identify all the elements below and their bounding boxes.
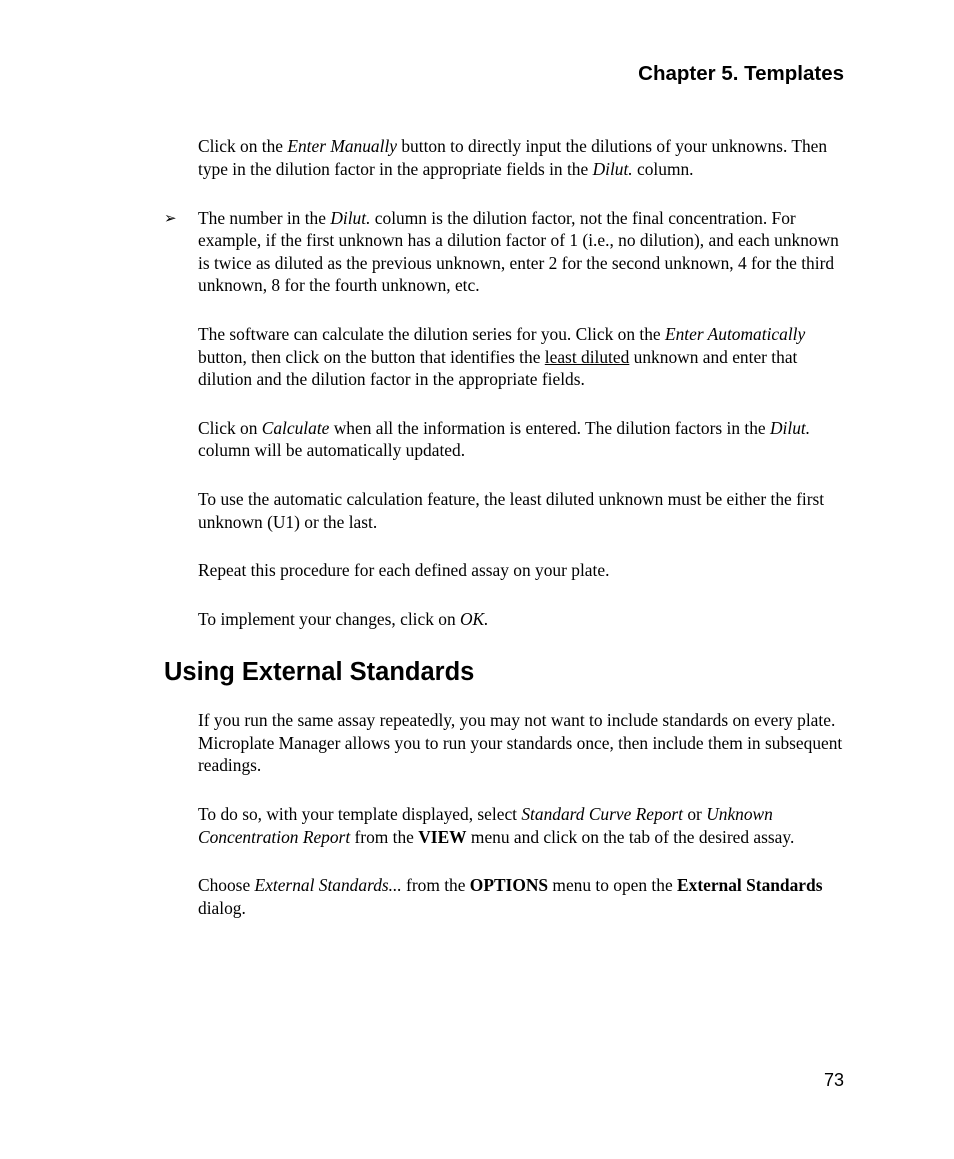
text-run: Click on <box>198 417 262 438</box>
text-run: The number in the <box>198 207 331 228</box>
paragraph-enter-manually <box>198 135 846 180</box>
text-run: from the <box>350 826 419 847</box>
paragraph-enter-automatically <box>198 323 846 391</box>
text-run: column will be automatically updated. <box>198 440 466 461</box>
italic-term-enter-manually: Enter Manually <box>287 136 397 157</box>
paragraph-calculate <box>198 417 846 462</box>
text-run: when all the information is entered. The dilution factors in the <box>329 417 770 438</box>
paragraph-choose-external-standards <box>198 874 846 919</box>
paragraph-select-report <box>198 803 846 848</box>
paragraph-repeat-procedure <box>198 559 846 582</box>
italic-term-dilut: Dilut. <box>592 158 633 179</box>
bold-term-options-menu: OPTIONS <box>469 875 549 896</box>
text-run: The software can calculate the dilution series for you. Click on the <box>198 323 665 344</box>
text-run: If you run the same assay repeatedly, you may not want to include standards on every plate. Microplate Manager allows you to run your standards once, then include them in subsequent readings. <box>198 710 843 776</box>
page-number: 73 <box>823 1070 844 1090</box>
text-run: button to directly input the dilutions of your unknowns. Then type in the dilution factor in the appropriate fields in the <box>198 136 828 179</box>
italic-term-external-standards: External Standards... <box>254 875 402 896</box>
bullet-paragraph-dilution-factor <box>164 207 846 297</box>
text-run: To implement your changes, click on <box>198 608 460 629</box>
text-run: button, then click on the button that identifies the <box>198 346 545 367</box>
text-run: dialog. <box>198 897 246 918</box>
text-run: Choose <box>198 875 255 896</box>
italic-term-ok: OK. <box>460 608 489 629</box>
text-run: menu to open the <box>548 875 678 896</box>
italic-term-dilut: Dilut. <box>330 207 371 228</box>
arrow-bullet-icon: ➢ <box>164 208 177 227</box>
italic-term-enter-automatically: Enter Automatically <box>664 323 806 344</box>
text-run: Click on the <box>198 136 288 157</box>
chapter-header: Chapter 5. Templates <box>638 62 844 85</box>
text-run: or <box>683 804 707 825</box>
italic-term-dilut: Dilut. <box>770 417 811 438</box>
section-heading: Using External Standards <box>164 658 475 687</box>
bold-term-external-standards-dialog: External Standards <box>677 875 823 896</box>
paragraph-run-same-assay <box>198 709 846 777</box>
text-run: unknown and enter that dilution and the dilution factor in the appropriate fields. <box>198 346 798 390</box>
paragraph-implement-changes <box>198 608 846 631</box>
italic-term-unknown-concentration-report: Unknown Concentration Report <box>198 804 773 847</box>
paragraph-automatic-calculation <box>198 488 846 533</box>
underlined-term-least-diluted: least diluted <box>544 346 630 367</box>
italic-term-standard-curve-report: Standard Curve Report <box>521 804 683 825</box>
text-run: To use the automatic calculation feature, the least diluted unknown must be either the first unknown (U1) or the last. <box>198 488 825 532</box>
text-run: To do so, with your template displayed, select <box>198 804 522 825</box>
bold-term-view-menu: VIEW <box>418 826 467 847</box>
text-run: from the <box>401 875 470 896</box>
italic-term-calculate: Calculate <box>261 417 330 438</box>
text-run: column is the dilution factor, not the final concentration. For example, if the first unknown has a dilution factor of 1 (i.e., no dilution), and each unknown is twice as diluted as the previous unknown, enter 2 for the second unknown, 4 for the third unknown, 8 for the fourth unknown, etc. <box>198 207 839 296</box>
text-run: column. <box>632 158 694 179</box>
text-run: menu and click on the tab of the desired assay. <box>466 826 795 847</box>
page-body <box>0 118 954 945</box>
text-run: Repeat this procedure for each defined assay on your plate. <box>198 560 610 581</box>
